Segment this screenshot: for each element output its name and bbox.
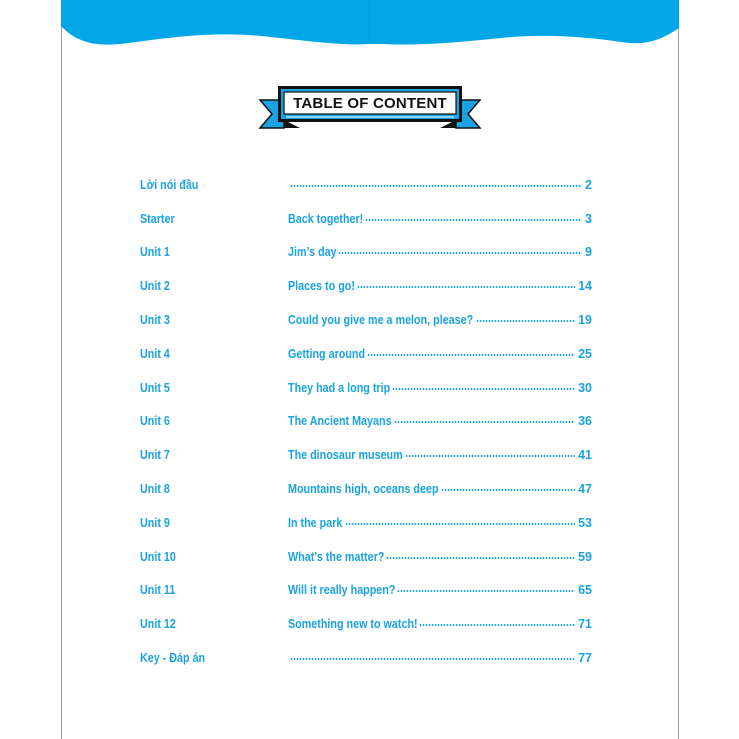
toc-leader-dots xyxy=(290,185,582,187)
toc-row xyxy=(140,371,592,405)
toc-page-number: 47 xyxy=(578,482,592,497)
toc-page-number: 65 xyxy=(578,583,592,598)
toc-title: Places to go! xyxy=(288,279,355,294)
toc-row xyxy=(140,202,592,236)
toc-leader-dots xyxy=(441,489,576,491)
toc-label: Key - Đáp án xyxy=(140,651,206,666)
toc-label: Unit 6 xyxy=(140,414,170,429)
toc-label: Starter xyxy=(140,211,175,226)
toc-title: Back together! xyxy=(288,211,364,226)
toc-leader-dots xyxy=(367,354,575,356)
toc-entry xyxy=(288,279,592,293)
toc-row xyxy=(140,269,592,303)
toc-label: Unit 5 xyxy=(140,380,170,395)
page-title: TABLE OF CONTENT xyxy=(293,94,447,112)
toc-row xyxy=(140,337,592,371)
toc-label: Unit 8 xyxy=(140,482,170,497)
toc-entry xyxy=(288,617,592,631)
toc-entry xyxy=(288,313,592,327)
toc-page-number: 71 xyxy=(578,617,592,632)
toc-title: Could you give me a melon, please? xyxy=(288,313,474,328)
header-wave xyxy=(61,0,679,52)
toc-label: Unit 3 xyxy=(140,313,170,328)
toc-label: Unit 1 xyxy=(140,245,170,260)
toc-label: Lời nói đầu xyxy=(140,177,199,192)
toc-title: What’s the matter? xyxy=(288,549,385,564)
toc-leader-dots xyxy=(365,219,582,221)
page-border-left xyxy=(61,0,62,739)
toc-row xyxy=(140,405,592,439)
toc-page-number: 59 xyxy=(578,549,592,564)
toc-leader-dots xyxy=(338,252,582,254)
toc-label: Unit 4 xyxy=(140,346,170,361)
toc-leader-dots xyxy=(392,388,575,390)
toc-leader-dots xyxy=(405,455,575,457)
toc-leader-dots xyxy=(357,286,575,288)
toc-entry xyxy=(288,212,592,226)
toc-entry xyxy=(288,448,592,462)
toc-label: Unit 2 xyxy=(140,279,170,294)
toc-entry xyxy=(288,347,592,361)
toc-row xyxy=(140,607,592,641)
toc-entry xyxy=(288,245,592,259)
toc-entry xyxy=(288,550,592,564)
toc-page-number: 25 xyxy=(578,346,592,361)
toc-leader-dots xyxy=(394,421,575,423)
toc-entry xyxy=(288,178,592,192)
toc-label: Unit 10 xyxy=(140,549,176,564)
toc-row xyxy=(140,641,592,675)
toc-title: Jim’s day xyxy=(288,245,337,260)
toc-entry xyxy=(288,482,592,496)
toc-title: Getting around xyxy=(288,346,366,361)
toc-leader-dots xyxy=(345,523,576,525)
toc-entry xyxy=(288,583,592,597)
toc-title: They had a long trip xyxy=(288,380,391,395)
toc-page-number: 53 xyxy=(578,515,592,530)
toc-title: The dinosaur museum xyxy=(288,448,403,463)
toc-page-number: 14 xyxy=(578,279,592,294)
toc-title: In the park xyxy=(288,515,343,530)
toc-page-number: 9 xyxy=(585,245,592,260)
toc-leader-dots xyxy=(290,658,575,660)
toc-list xyxy=(140,168,592,675)
toc-row xyxy=(140,506,592,540)
toc-label: Unit 12 xyxy=(140,617,176,632)
toc-row xyxy=(140,168,592,202)
toc-label: Unit 7 xyxy=(140,448,170,463)
toc-title: The Ancient Mayans xyxy=(288,414,392,429)
toc-title: Something new to watch! xyxy=(288,617,418,632)
toc-row xyxy=(140,574,592,608)
toc-row xyxy=(140,472,592,506)
toc-leader-dots xyxy=(419,624,575,626)
toc-entry xyxy=(288,516,592,530)
toc-leader-dots xyxy=(386,557,575,559)
toc-page-number: 36 xyxy=(578,414,592,429)
toc-row xyxy=(140,236,592,270)
toc-page-number: 19 xyxy=(578,313,592,328)
toc-page-number: 30 xyxy=(578,380,592,395)
toc-leader-dots xyxy=(397,590,575,592)
toc-page-number: 77 xyxy=(578,651,592,666)
toc-label: Unit 11 xyxy=(140,583,176,598)
toc-title: Will it really happen? xyxy=(288,583,396,598)
toc-page-number: 41 xyxy=(578,448,592,463)
toc-title: Mountains high, oceans deep xyxy=(288,482,439,497)
toc-entry xyxy=(288,651,592,665)
toc-row xyxy=(140,438,592,472)
toc-row xyxy=(140,540,592,574)
toc-entry xyxy=(288,381,592,395)
toc-leader-dots xyxy=(476,320,576,322)
toc-page-number: 3 xyxy=(585,211,592,226)
page-border-right xyxy=(678,0,679,739)
toc-entry xyxy=(288,414,592,428)
toc-row xyxy=(140,303,592,337)
toc-page-number: 2 xyxy=(585,177,592,192)
toc-label: Unit 9 xyxy=(140,515,170,530)
